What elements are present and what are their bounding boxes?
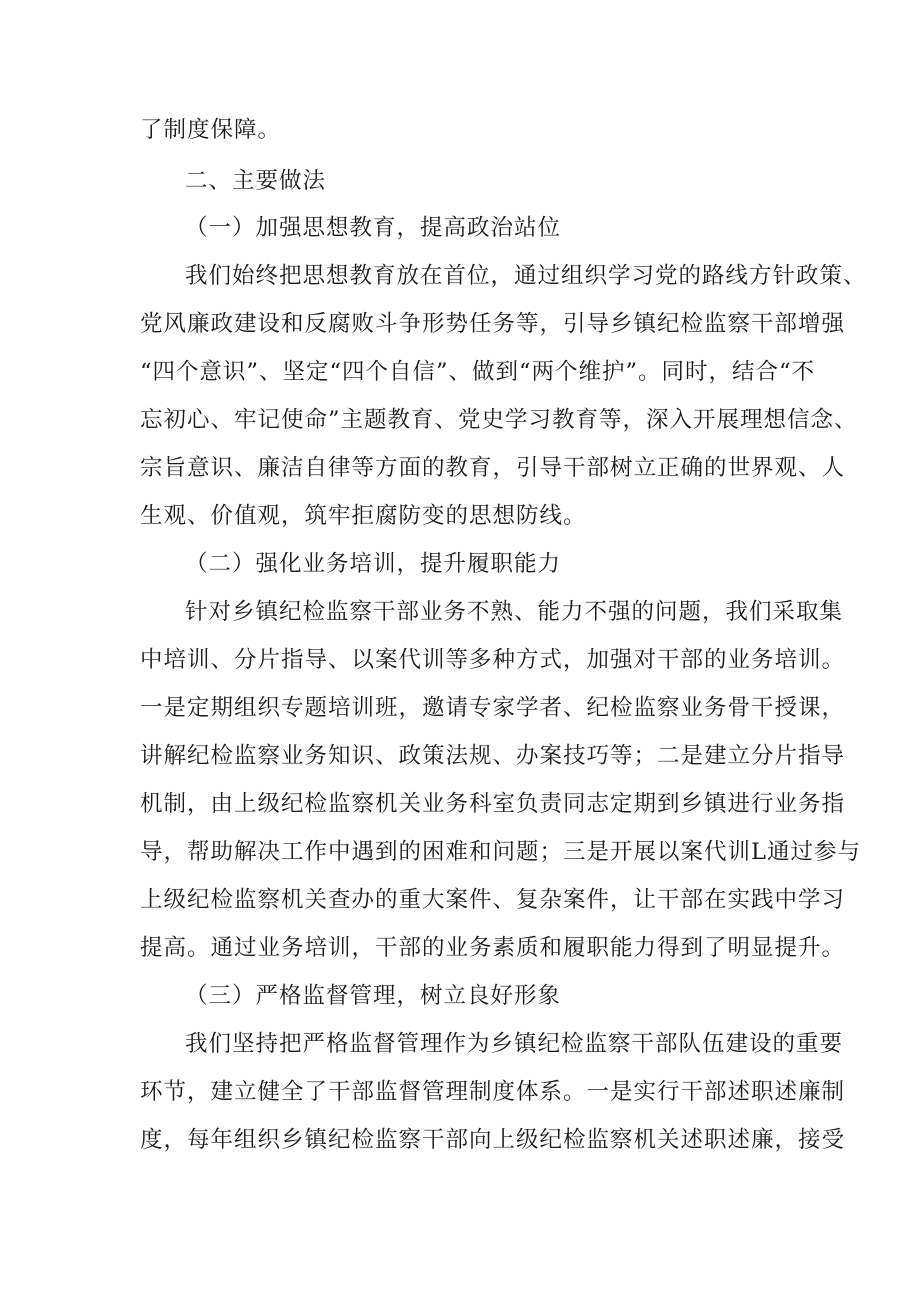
paragraph-line: 讲解纪检监察业务知识、政策法规、办案技巧等；二是建立分片指导 <box>140 743 846 769</box>
paragraph-line: 提高。通过业务培训，干部的业务素质和履职能力得到了明显提升。 <box>140 935 846 961</box>
paragraph-line: “四个意识”、坚定“四个自信”、做到“两个维护”。同时，结合“不 <box>140 359 816 385</box>
paragraph-line: 环节，建立健全了干部监督管理制度体系。一是实行干部述职述廉制 <box>140 1079 846 1105</box>
paragraph-line: 忘初心、牢记使命”主题教育、党史学习教育等，深入开展理想信念、 <box>140 407 858 433</box>
paragraph-line: 一是定期组织专题培训班，邀请专家学者、纪检监察业务骨干授课， <box>140 695 846 721</box>
paragraph-line: 我们始终把思想教育放在首位，通过组织学习党的路线方针政策、 <box>185 263 867 289</box>
paragraph-line: 度，每年组织乡镇纪检监察干部向上级纪检监察机关述职述廉，接受 <box>140 1127 846 1153</box>
paragraph-line: 生观、价值观，筑牢拒腐防变的思想防线。 <box>140 503 587 529</box>
paragraph-line: 针对乡镇纪检监察干部业务不熟、能力不强的问题，我们采取集 <box>185 599 844 625</box>
paragraph-line: 我们坚持把严格监督管理作为乡镇纪检监察干部队伍建设的重要 <box>185 1031 844 1057</box>
subsection-heading: （一）加强思想教育，提高政治站位 <box>185 215 562 241</box>
subsection-heading: （二）强化业务培训，提升履职能力 <box>185 551 562 577</box>
paragraph-line: 导，帮助解决工作中遇到的困难和问题；三是开展以案代训L通过参与 <box>140 839 861 865</box>
paragraph-line: 党风廉政建设和反腐败斗争形势任务等，引导乡镇纪检监察干部增强 <box>140 311 846 337</box>
paragraph-line: 宗旨意识、廉洁自律等方面的教育，引导干部树立正确的世界观、人 <box>140 455 846 481</box>
subsection-heading: （三）严格监督管理，树立良好形象 <box>185 983 562 1009</box>
paragraph-line: 机制，由上级纪检监察机关业务科室负责同志定期到乡镇进行业务指 <box>140 791 846 817</box>
section-heading: 二、主要做法 <box>185 168 327 194</box>
paragraph-line: 中培训、分片指导、以案代训等多种方式，加强对干部的业务培训。 <box>140 647 846 673</box>
paragraph-line: 上级纪检监察机关查办的重大案件、复杂案件，让干部在实践中学习 <box>140 887 846 913</box>
paragraph-continuation-line: 了制度保障。 <box>140 117 282 143</box>
